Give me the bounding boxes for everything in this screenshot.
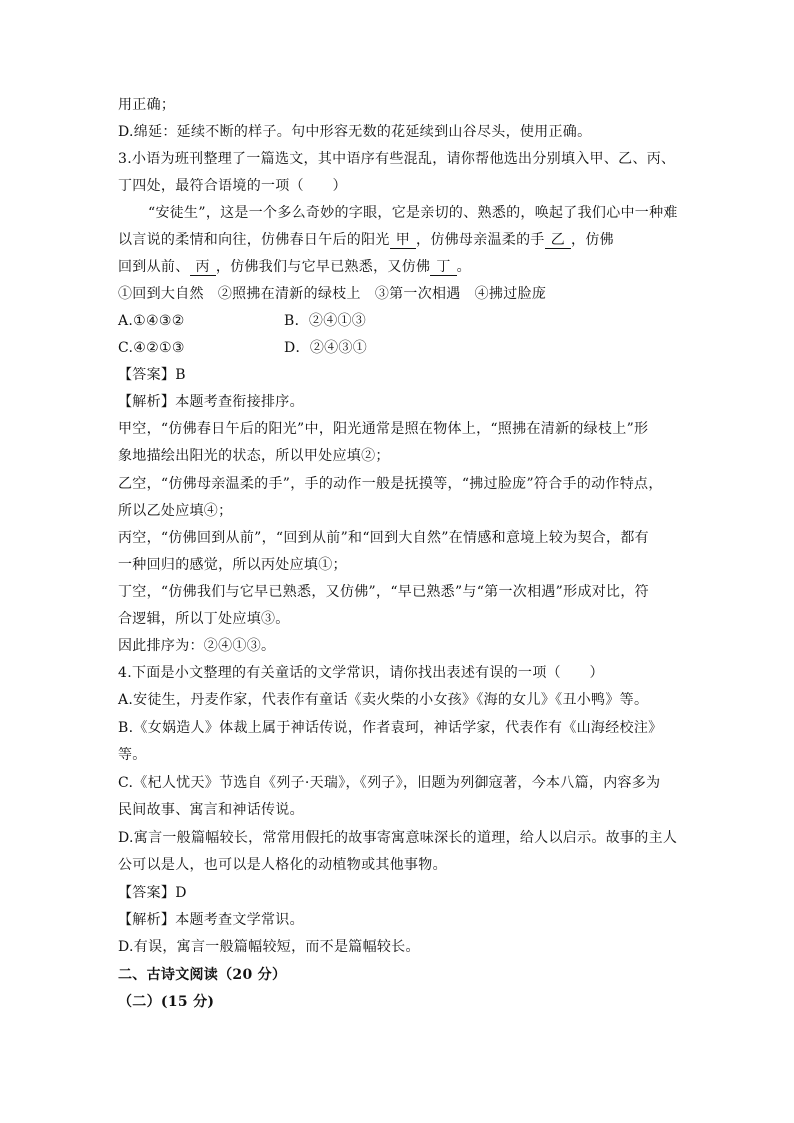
q3-option-c: C.④②①③ bbox=[118, 340, 185, 356]
q3-passage-text: 。 bbox=[456, 259, 471, 275]
section-title: 二、古诗文阅读（20 分） bbox=[118, 967, 287, 983]
q4-option-d-1: D.寓言一般篇幅较长，常常用假托的故事寄寓意味深长的道理，给人以启示。故事的主人 bbox=[118, 830, 678, 846]
q3-analysis-bing-2: 一种回归的感觉，所以丙处应填①； bbox=[118, 557, 347, 573]
q2-tail-line1: 用正确； bbox=[118, 97, 176, 113]
q3-options-row1 bbox=[118, 311, 688, 331]
q3-passage-text: ，仿佛母亲温柔的手 bbox=[416, 232, 545, 248]
blank-yi: 乙 bbox=[545, 232, 571, 249]
q3-analysis-ding-2: 合逻辑，所以丁处应填③。 bbox=[118, 611, 290, 627]
q3-answer: 【答案】B bbox=[118, 367, 186, 383]
q3-analysis-yi-1: 乙空，“仿佛母亲温柔的手”，手的动作一般是抚摸等，“拂过脸庞”符合手的动作特点， bbox=[118, 476, 663, 492]
q4-analysis-d: D.有误，寓言一般篇幅较短，而不是篇幅较长。 bbox=[118, 939, 420, 955]
q2-tail-option-d: D.绵延：延续不断的样子。句中形容无数的花延续到山谷尽头，使用正确。 bbox=[118, 124, 592, 140]
q3-item: ③第一次相遇 bbox=[374, 286, 461, 302]
q3-stem-line2: 丁四处，最符合语境的一项（ ） bbox=[118, 178, 347, 194]
q3-item: ①回到大自然 bbox=[118, 286, 204, 302]
q3-option-b: B．②④①③ bbox=[284, 313, 367, 329]
q3-item: ②照拂在清新的绿枝上 bbox=[217, 286, 361, 302]
q3-passage-text: 回到从前、 bbox=[118, 259, 190, 275]
q3-analysis-yi-2: 所以乙处应填④； bbox=[118, 503, 233, 519]
blank-ding: 丁 bbox=[430, 259, 456, 276]
q3-passage-text: ，仿佛 bbox=[571, 232, 614, 248]
q3-item: ④拂过脸庞 bbox=[474, 286, 547, 302]
q3-conclusion: 因此排序为：②④①③。 bbox=[118, 638, 276, 654]
q4-stem: 4.下面是小文整理的有关童话的文学常识，请你找出表述有误的一项（ ） bbox=[118, 665, 604, 681]
q3-items bbox=[118, 284, 688, 304]
q3-analysis-title: 【解析】本题考查衔接排序。 bbox=[118, 394, 304, 410]
q4-option-b-2: 等。 bbox=[118, 747, 147, 763]
q4-analysis-title: 【解析】本题考查文学常识。 bbox=[118, 912, 304, 928]
blank-bing: 丙 bbox=[190, 259, 216, 276]
q3-option-d: D．②④③① bbox=[284, 340, 368, 356]
q3-analysis-ding-1: 丁空，“仿佛我们与它早已熟悉，又仿佛”，“早已熟悉”与“第一次相遇”形成对比，符 bbox=[118, 584, 649, 600]
q3-passage-line2 bbox=[118, 230, 688, 250]
blank-jia: 甲 bbox=[390, 232, 416, 249]
q4-option-c-2: 民间故事、寓言和神话传说。 bbox=[118, 802, 304, 818]
q3-options-row2 bbox=[118, 338, 688, 358]
q3-analysis-jia-1: 甲空，“仿佛春日午后的阳光”中，阳光通常是照在物体上，“照拂在清新的绿枝上”形 bbox=[118, 421, 649, 437]
q3-passage-line1: “安徒生”，这是一个多么奇妙的字眼，它是亲切的、熟悉的，唤起了我们心中一种难 bbox=[148, 205, 678, 221]
q3-stem-line1: 3.小语为班刊整理了一篇选文，其中语序有些混乱，请你帮他选出分别填入甲、乙、丙、 bbox=[118, 151, 676, 167]
q3-passage-text: 以言说的柔情和向往，仿佛春日午后的阳光 bbox=[118, 232, 390, 248]
q4-option-a: A.安徒生，丹麦作家，代表作有童话《卖火柴的小女孩》《海的女儿》《丑小鸭》等。 bbox=[118, 692, 649, 708]
q4-option-b-1: B.《女娲造人》体裁上属于神话传说，作者袁珂，神话学家，代表作有《山海经校注》 bbox=[118, 720, 663, 736]
section-subtitle: （二）(15 分) bbox=[118, 994, 215, 1010]
q3-option-a: A.①④③② bbox=[118, 313, 185, 329]
q3-analysis-jia-2: 象地描绘出阳光的状态，所以甲处应填②； bbox=[118, 448, 390, 464]
q3-passage-line3 bbox=[118, 257, 688, 277]
q4-option-d-2: 公可以是人，也可以是人格化的动植物或其他事物。 bbox=[118, 857, 447, 873]
q3-analysis-bing-1: 丙空，“仿佛回到从前”，“回到从前”和“回到大自然”在情感和意境上较为契合，都有 bbox=[118, 530, 649, 546]
q3-passage-text: ，仿佛我们与它早已熟悉，又仿佛 bbox=[215, 259, 431, 275]
q4-answer: 【答案】D bbox=[118, 885, 187, 901]
q4-option-c-1: C.《杞人忧天》节选自《列子·天瑞》，《列子》，旧题为列御寇著，今本八篇，内容多为 bbox=[118, 775, 661, 791]
